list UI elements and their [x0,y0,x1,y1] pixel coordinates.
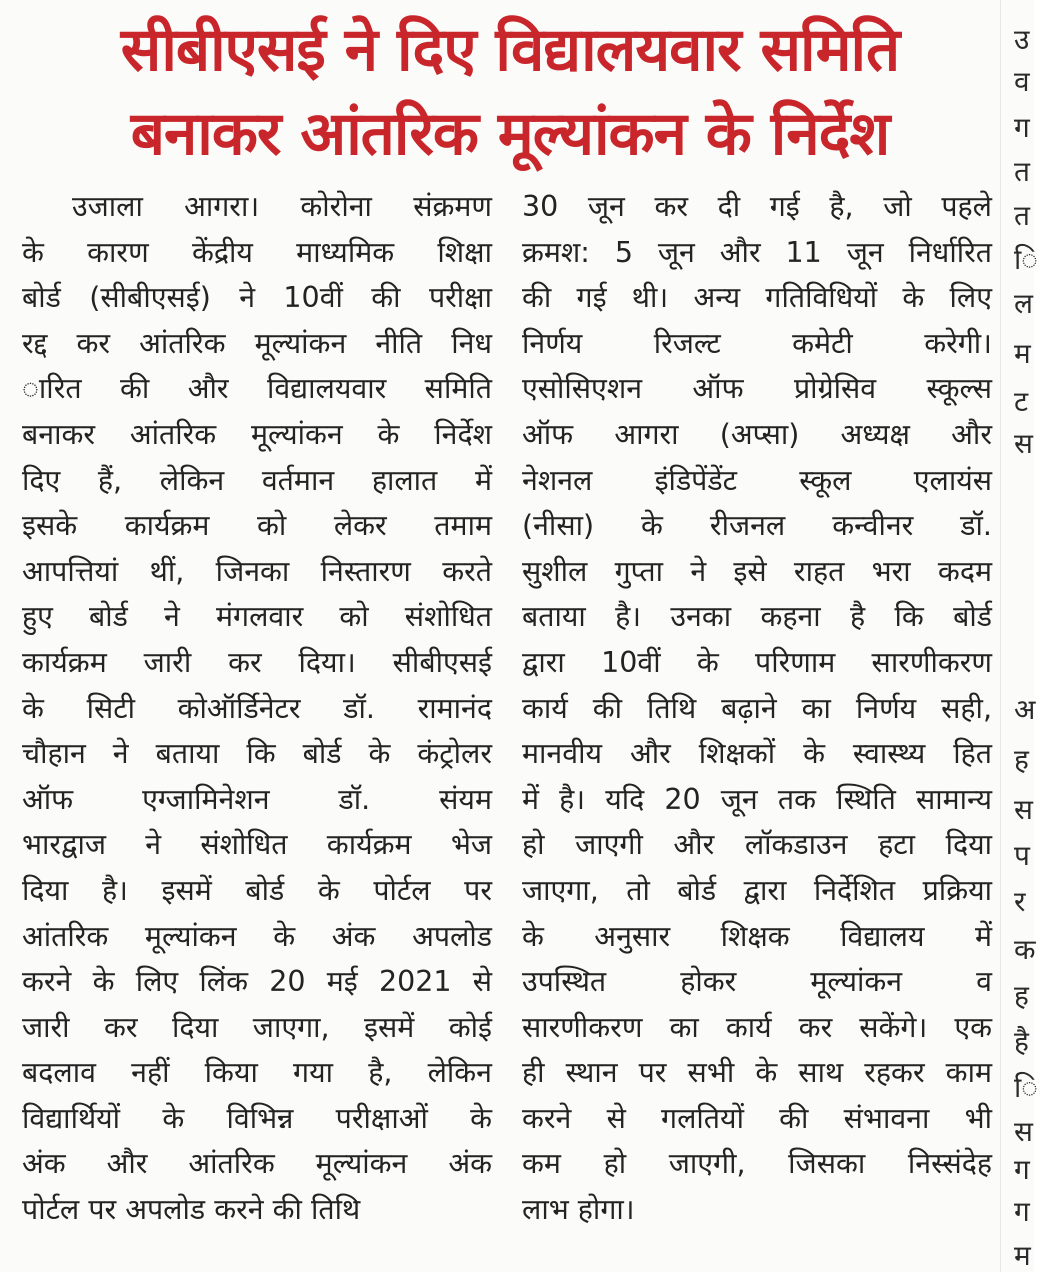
adjacent-article-edge [1010,0,1038,1272]
article-text-line: सारणीकरण का कार्य कर सकेंगे। एक [522,1010,992,1044]
article-column-right [522,184,992,1233]
edge-text-fragment: ह [1014,743,1029,776]
article-text-line: क्रमश: 5 जून और 11 जून निर्धारित [522,235,992,269]
article-text-line: निर्णय रिजल्ट कमेटी करेगी। [522,326,992,360]
article-text-line: दिए हैं, लेकिन वर्तमान हालात में [22,463,492,497]
edge-text-fragment: र [1014,885,1026,918]
article-text-line: कार्यक्रम जारी कर दिया। सीबीएसई [22,645,492,679]
article-text-line: कम हो जाएगी, जिसका निस्संदेह [522,1147,992,1181]
article-text-line: के कारण केंद्रीय माध्यमिक शिक्षा [22,235,492,269]
article-text-line: ही स्थान पर सभी के साथ रहकर काम [522,1056,992,1090]
article-text-line: रद्द कर आंतरिक मूल्यांकन नीति निध [22,326,492,360]
article-text-line: द्वारा 10वीं के परिणाम सारणीकरण [522,645,992,679]
edge-text-fragment: स [1014,427,1033,460]
article-text-line: के अनुसार शिक्षक विद्यालय में [522,919,992,953]
edge-text-fragment: त [1014,199,1030,232]
article-text-line: आंतरिक मूल्यांकन के अंक अपलोड [22,919,492,953]
edge-text-fragment: स [1014,1115,1033,1148]
article-text-line: की गई थी। अन्य गतिविधियों के लिए [522,281,992,315]
article-text-line: एसोसिएशन ऑफ प्रोग्रेसिव स्कूल्स [522,372,992,406]
article-text-line: हो जाएगी और लॉकडाउन हटा दिया [522,828,992,862]
article-text-line: हुए बोर्ड ने मंगलवार को संशोधित [22,600,492,634]
article-text-line: मानवीय और शिक्षकों के स्वास्थ्य हित [522,737,992,771]
article-text-line: बोर्ड (सीबीएसई) ने 10वीं की परीक्षा [22,281,492,315]
article-text-line: बताया है। उनका कहना है कि बोर्ड [522,600,992,634]
article-text-line: आपत्तियां थीं, जिनका निस्तारण करते [22,554,492,588]
article-text-line: कार्य की तिथि बढ़ाने का निर्णय सही, [522,691,992,725]
edge-text-fragment: म [1014,1239,1031,1272]
edge-text-fragment: अ [1014,693,1036,726]
article-text-line: सुशील गुप्ता ने इसे राहत भरा कदम [522,554,992,588]
article-text-line: नेशनल इंडिपेंडेंट स्कूल एलायंस [522,463,992,497]
headline-line-2: बनाकर आंतरिक मूल्यांकन के निर्देश [130,99,890,169]
article-text-line: चौहान ने बताया कि बोर्ड के कंट्रोलर [22,737,492,771]
article-text-line: विद्यार्थियों के विभिन्न परीक्षाओं के [22,1101,492,1135]
article-text-line: ऑफ आगरा (अप्सा) अध्यक्ष और [522,417,992,451]
article-text-line: उपस्थित होकर मूल्यांकन व [522,965,992,999]
edge-text-fragment: ग [1014,1153,1030,1186]
headline-line-1: सीबीएसई ने दिए विद्यालयवार समिति [120,15,900,85]
edge-text-fragment: उ [1014,23,1030,56]
edge-text-fragment: त [1014,155,1030,188]
edge-text-fragment: है [1014,1025,1029,1058]
article-text-line: पोर्टल पर अपलोड करने की तिथि [22,1193,361,1227]
article-text-line: करने से गलतियों की संभावना भी [522,1101,992,1135]
article-text-line: जाएगा, तो बोर्ड द्वारा निर्देशित प्रक्रिया [522,873,992,907]
edge-text-fragment: व [1014,65,1030,98]
article-text-line: (नीसा) के रीजनल कन्वीनर डॉ. [522,509,992,543]
article-text-line: में है। यदि 20 जून तक स्थिति सामान्य [522,782,992,816]
edge-text-fragment: ट [1014,385,1029,418]
article-text-line: बनाकर आंतरिक मूल्यांकन के निर्देश [22,417,492,451]
article-text-line: जारी कर दिया जाएगा, इसमें कोई [22,1010,492,1044]
article-text-line: करने के लिए लिंक 20 मई 2021 से [22,965,492,999]
edge-text-fragment: ि [1014,1071,1038,1104]
article-text-line: ऑफ एग्जामिनेशन डॉ. संयम [22,782,492,816]
article-text-line: दिया है। इसमें बोर्ड के पोर्टल पर [22,873,492,907]
edge-text-fragment: स [1014,793,1033,826]
edge-text-fragment: ल [1014,287,1033,320]
edge-text-fragment: ि [1014,243,1038,276]
edge-text-fragment: क [1014,933,1036,966]
edge-text-fragment: प [1014,839,1030,872]
column-divider [1000,0,1001,1272]
article-text-line: उजाला आगरा। कोरोना संक्रमण [72,190,492,223]
article-headline [60,8,960,176]
article-column-left [22,184,492,1233]
edge-text-fragment: म [1014,337,1031,370]
article-text-line: 30 जून कर दी गई है, जो पहले [522,190,992,223]
article-text-line: लाभ होगा। [522,1193,635,1227]
article-text-line: अंक और आंतरिक मूल्यांकन अंक [22,1147,492,1181]
article-text-line: भारद्वाज ने संशोधित कार्यक्रम भेज [22,828,492,862]
article-text-line: बदलाव नहीं किया गया है, लेकिन [22,1056,492,1090]
edge-text-fragment: ह [1014,979,1029,1012]
edge-text-fragment: ग [1014,1195,1030,1228]
article-text-line: इसके कार्यक्रम को लेकर तमाम [22,509,492,543]
edge-text-fragment: ग [1014,111,1030,144]
article-text-line: ारित की और विद्यालयवार समिति [22,372,492,406]
article-text-line: के सिटी कोऑर्डिनेटर डॉ. रामानंद [22,691,492,725]
